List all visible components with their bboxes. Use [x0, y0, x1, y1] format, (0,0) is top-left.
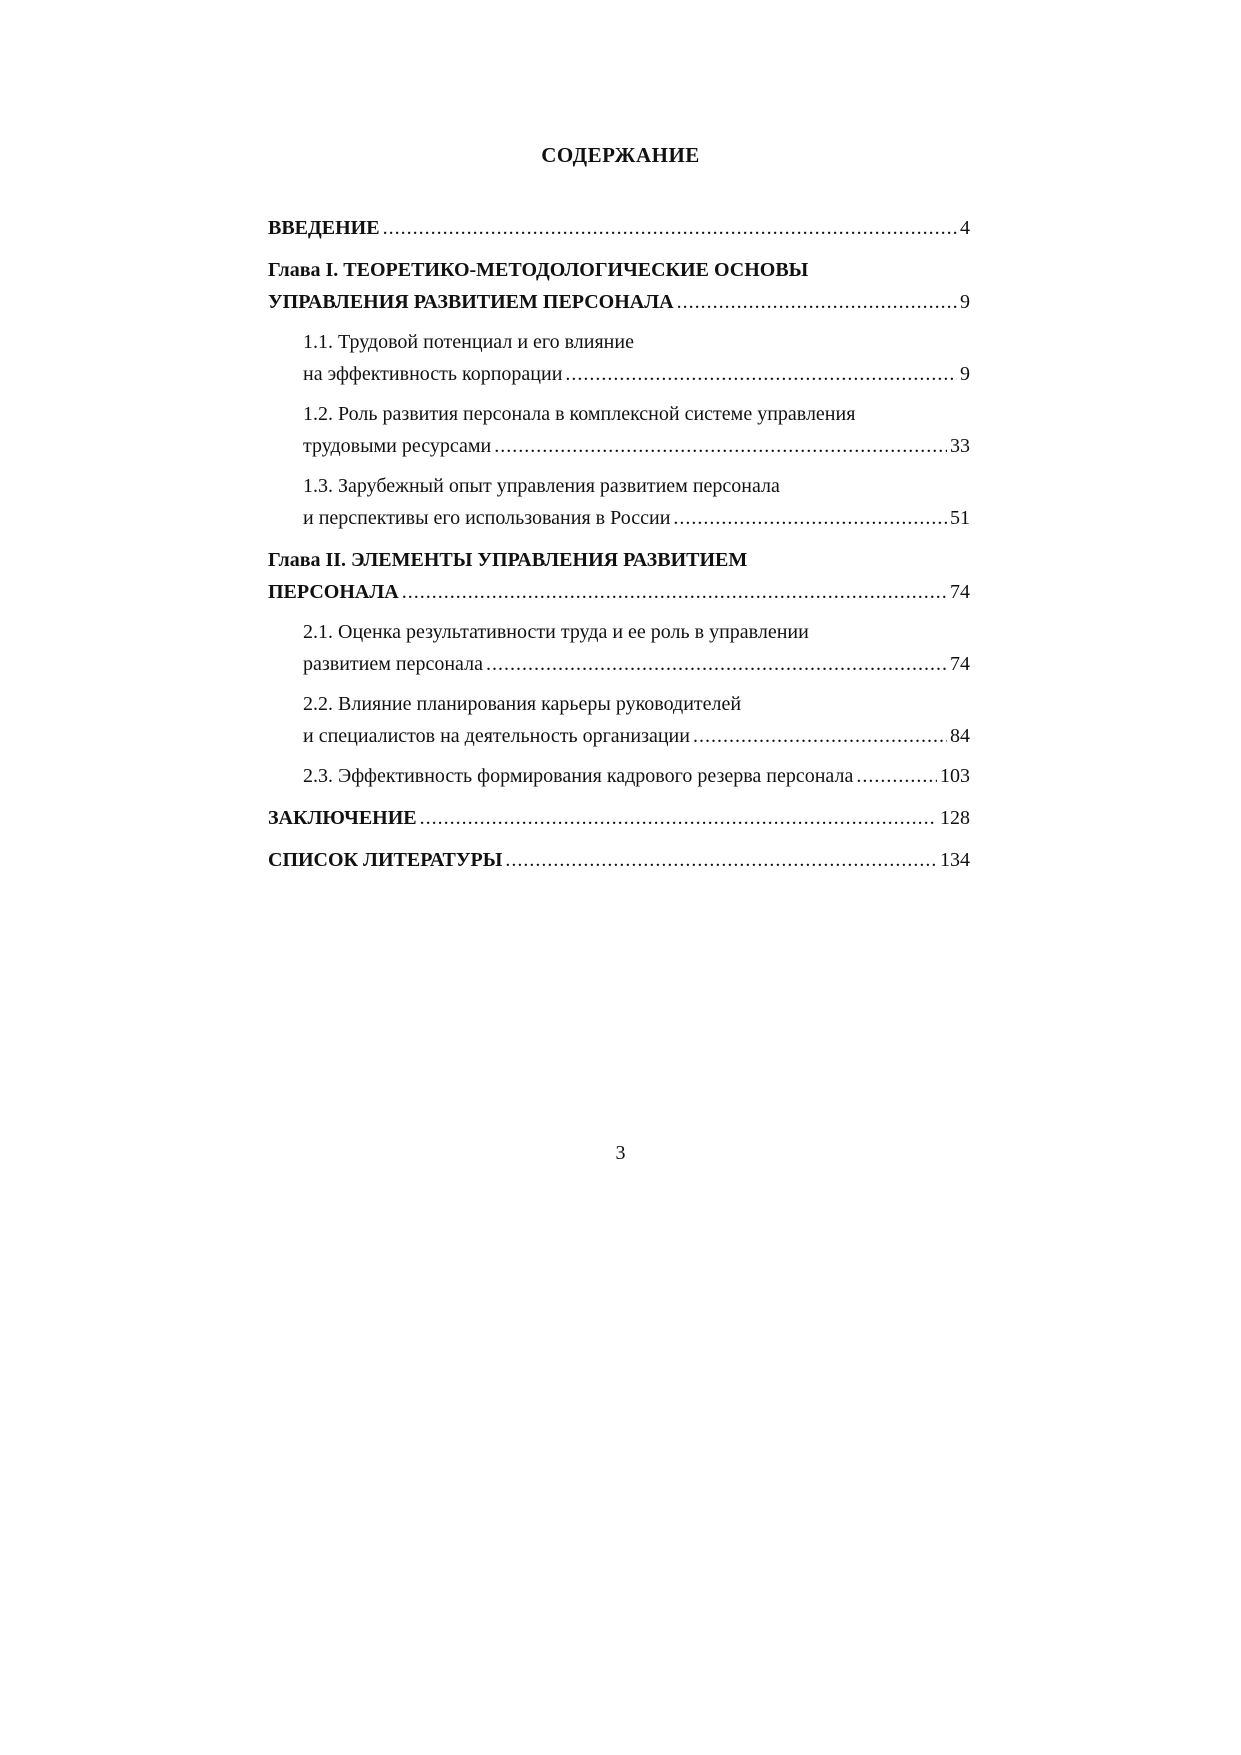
toc-entry-line: [303, 616, 970, 648]
toc-entry-line: [303, 470, 970, 502]
page-number: 3: [615, 1142, 626, 1164]
toc-entry-line: [268, 802, 970, 834]
toc-entry-title: ЗАКЛЮЧЕНИЕ: [268, 807, 417, 829]
toc-entry-title: 2.2. Влияние планирования карьеры руководителей: [303, 693, 742, 715]
toc-entry-page: 84: [950, 725, 970, 747]
toc-entry-line: [303, 358, 970, 390]
toc-entry-line: [268, 286, 970, 318]
toc-entry-title: 2.3. Эффективность формирования кадрового резерва персонала: [303, 765, 854, 787]
toc-entry-line: [303, 720, 970, 752]
dot-leader: [402, 576, 947, 608]
toc-entry-page: 33: [950, 435, 970, 457]
toc-entry-line: [303, 398, 970, 430]
toc-entry-line: [268, 544, 970, 576]
toc-entry-page: 134: [940, 849, 970, 871]
toc-entry-page: 74: [950, 581, 970, 603]
table-of-contents: [268, 212, 970, 876]
toc-entry-title-continued: развитием персонала: [303, 653, 483, 675]
toc-entry-section-1-2[interactable]: [268, 398, 970, 462]
toc-entry-line: [303, 648, 970, 680]
dot-leader: [486, 648, 947, 680]
dot-leader: [693, 720, 947, 752]
toc-entry-line: [268, 254, 970, 286]
toc-entry-title: 1.3. Зарубежный опыт управления развитием персонала: [303, 475, 780, 497]
toc-entry-title: Глава I. ТЕОРЕТИКО-МЕТОДОЛОГИЧЕСКИЕ ОСНОВЫ: [268, 259, 809, 281]
toc-entry-title: 1.1. Трудовой потенциал и его влияние: [303, 331, 634, 353]
toc-entry-bibliography[interactable]: [268, 844, 970, 876]
toc-entry-line: [303, 760, 970, 792]
toc-entry-title: СПИСОК ЛИТЕРАТУРЫ: [268, 849, 503, 871]
toc-entry-page: 103: [940, 765, 970, 787]
dot-leader: [494, 430, 947, 462]
toc-entry-line: [268, 576, 970, 608]
toc-entry-page: 74: [950, 653, 970, 675]
toc-entry-page: 9: [960, 363, 970, 385]
toc-entry-introduction[interactable]: [268, 212, 970, 244]
toc-entry-title: 2.1. Оценка результативности труда и ее роль в управлении: [303, 621, 809, 643]
dot-leader: [505, 844, 937, 876]
toc-entry-title: 1.2. Роль развития персонала в комплексной системе управления: [303, 403, 856, 425]
toc-entry-line: [303, 430, 970, 462]
toc-entry-section-1-1[interactable]: [268, 326, 970, 390]
toc-entry-line: [303, 502, 970, 534]
dot-leader: [856, 760, 937, 792]
toc-entry-title: Глава II. ЭЛЕМЕНТЫ УПРАВЛЕНИЯ РАЗВИТИЕМ: [268, 549, 748, 571]
toc-entry-title-continued: и специалистов на деятельность организации: [303, 725, 690, 747]
toc-entry-section-2-1[interactable]: [268, 616, 970, 680]
page-title: СОДЕРЖАНИЕ: [541, 143, 700, 167]
toc-entry-page: 51: [950, 507, 970, 529]
dot-leader: [565, 358, 957, 390]
toc-entry-title-continued: ПЕРСОНАЛА: [268, 581, 399, 603]
dot-leader: [420, 802, 937, 834]
dot-leader: [673, 502, 947, 534]
toc-entry-conclusion[interactable]: [268, 802, 970, 834]
toc-entry-page: 9: [960, 291, 970, 313]
toc-entry-title-continued: трудовыми ресурсами: [303, 435, 492, 457]
toc-entry-page: 128: [940, 807, 970, 829]
toc-entry-section-2-3[interactable]: [268, 760, 970, 792]
toc-entry-section-2-2[interactable]: [268, 688, 970, 752]
toc-entry-line: [268, 212, 970, 244]
toc-entry-title: ВВЕДЕНИЕ: [268, 217, 380, 239]
toc-entry-line: [303, 688, 970, 720]
toc-entry-line: [268, 844, 970, 876]
toc-entry-title-continued: и перспективы его использования в России: [303, 507, 671, 529]
toc-entry-section-1-3[interactable]: [268, 470, 970, 534]
dot-leader: [677, 286, 957, 318]
toc-entry-chapter-1[interactable]: [268, 254, 970, 318]
toc-entry-title-continued: на эффективность корпорации: [303, 363, 563, 385]
toc-entry-page: 4: [960, 217, 970, 239]
dot-leader: [383, 212, 957, 244]
toc-entry-line: [303, 326, 970, 358]
toc-entry-chapter-2[interactable]: [268, 544, 970, 608]
toc-entry-title-continued: УПРАВЛЕНИЯ РАЗВИТИЕМ ПЕРСОНАЛА: [268, 291, 674, 313]
